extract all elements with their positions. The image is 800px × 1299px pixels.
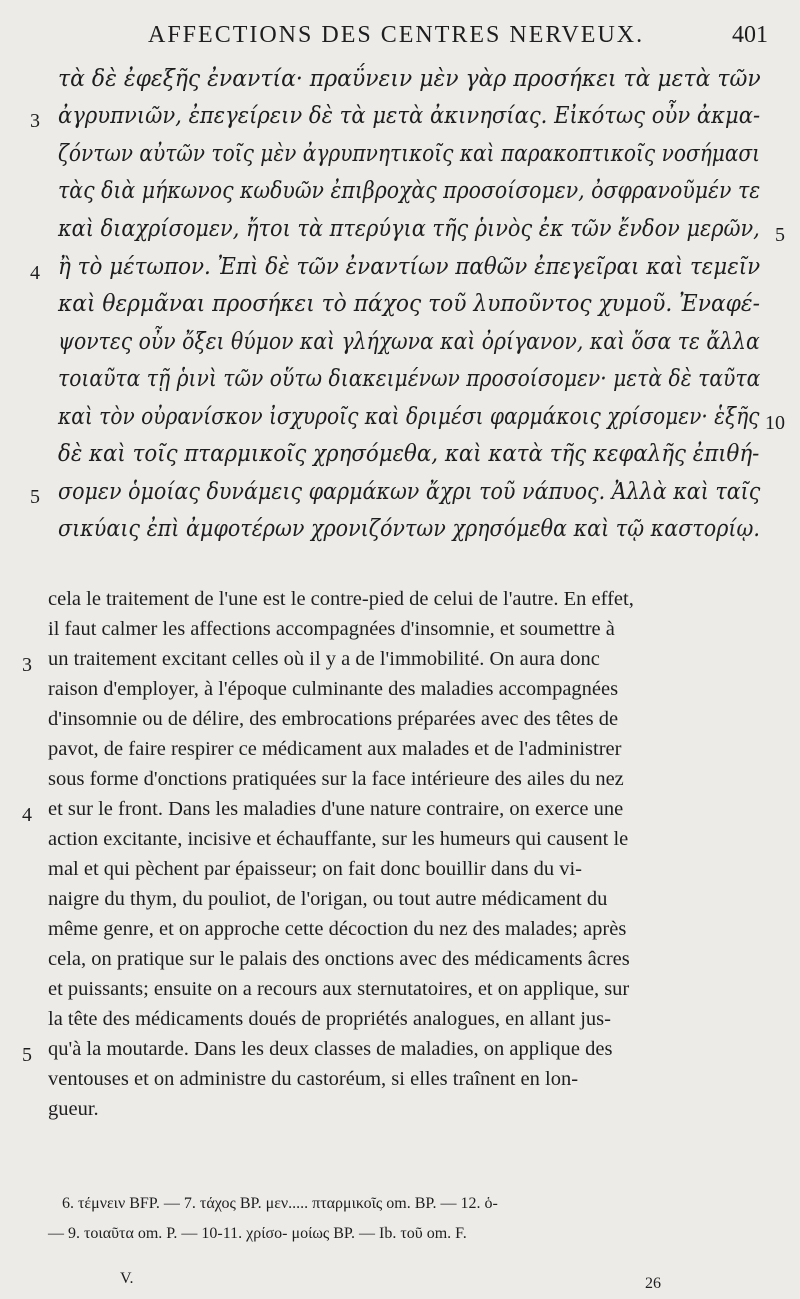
french-line: il faut calmer les affections accompagnées d'insomnie, et soumettre à (48, 618, 615, 640)
greek-line: σικύαις ἐπὶ ἀμφοτέρων χρονιζόντων χρησόμεθα καὶ τῷ καστορίῳ. (58, 516, 760, 542)
french-line: cela, on pratique sur le palais des onctions avec des médicaments âcres (48, 948, 630, 970)
footnote-line: 6. τέμνειν BFP. — 7. τάχος BP. μεν..... πταρμικοῖς om. BP. — 12. ὁ- (62, 1195, 498, 1212)
greek-line: καὶ διαχρίσομεν, ἤτοι τὰ πτερύγια τῆς ῥινὸς ἐκ τῶν ἔνδον μερῶν, (58, 216, 760, 242)
french-line: et puissants; ensuite on a recours aux sternutatoires, et on applique, sur (48, 978, 630, 1000)
french-line: mal et qui pèchent par épaisseur; on fait donc bouillir dans du vi- (48, 858, 582, 880)
greek-line: τὰς διὰ μήκωνος κωδυῶν ἐπιβροχὰς προσοίσομεν, ὀσφρανοῦμέν τε (58, 178, 761, 204)
greek-line: τὰ δὲ ἐφεξῆς ἐναντία· πραΰνειν μὲν γὰρ προσήκει τὰ μετὰ τῶν (58, 66, 761, 92)
greek-line-number: 5 (775, 224, 785, 246)
french-line: cela le traitement de l'une est le contre-pied de celui de l'autre. En effet, (48, 588, 634, 610)
greek-line: ψοντες οὖν ὄξει θύμον καὶ γλήχωνα καὶ ὀρίγανον, καὶ ὅσα τε ἄλλα (58, 329, 760, 355)
french-section-number: 3 (22, 654, 32, 676)
footnote-line: — 9. τοιαῦτα om. P. — 10-11. χρίσο- μοίως BP. — Ib. τοῦ om. F. (48, 1225, 467, 1242)
greek-line: καὶ τὸν οὐρανίσκον ἰσχυροῖς καὶ δριμέσι φαρμάκοις χρίσομεν· ἑξῆς (58, 404, 760, 430)
french-line: ventouses et on administre du castoréum, si elles traînent en lon- (48, 1068, 579, 1090)
french-section-number: 5 (22, 1044, 32, 1066)
french-line: gueur. (48, 1098, 99, 1120)
page-header (148, 22, 768, 56)
french-line: action excitante, incisive et échauffante, sur les humeurs qui causent le (48, 828, 629, 850)
sheet-number: 26 (645, 1275, 661, 1292)
french-line: d'insomnie ou de délire, des embrocations préparées avec des têtes de (48, 708, 619, 730)
page-number: 401 (732, 22, 768, 48)
greek-line: σομεν ὁμοίας δυνάμεις φαρμάκων ἄχρι τοῦ νάπυος. Ἀλλὰ καὶ ταῖς (58, 479, 761, 505)
french-line: même genre, et on approche cette décoction du nez des malades; après (48, 918, 627, 940)
french-section-number: 4 (22, 804, 32, 826)
french-line: la tête des médicaments doués de propriétés analogues, en allant jus- (48, 1008, 611, 1030)
greek-section-number: 3 (30, 110, 40, 132)
french-line: un traitement excitant celles où il y a de l'immobilité. On aura donc (48, 648, 600, 670)
french-line: pavot, de faire respirer ce médicament aux malades et de l'administrer (48, 738, 622, 760)
greek-section-number: 5 (30, 486, 40, 508)
greek-line: δὲ καὶ τοῖς πταρμικοῖς χρησόμεθα, καὶ κατὰ τῆς κεφαλῆς ἐπιθή- (58, 441, 760, 467)
french-line: raison d'employer, à l'époque culminante des maladies accompagnées (48, 678, 619, 700)
signature-mark: V. (120, 1270, 134, 1287)
french-line: qu'à la moutarde. Dans les deux classes de maladies, on applique des (48, 1038, 613, 1060)
french-line: et sur le front. Dans les maladies d'une nature contraire, on exerce une (48, 798, 624, 820)
greek-line: ἀγρυπνιῶν, ἐπεγείρειν δὲ τὰ μετὰ ἀκινησίας. Εἰκότως οὖν ἀκμα- (58, 103, 761, 129)
greek-line: τοιαῦτα τῇ ῥινὶ τῶν οὕτω διακειμένων προσοίσομεν· μετὰ δὲ ταῦτα (58, 366, 761, 392)
greek-section-number: 4 (30, 262, 40, 284)
running-title: AFFECTIONS DES CENTRES NERVEUX. (148, 22, 645, 48)
greek-line: ζόντων αὐτῶν τοῖς μὲν ἀγρυπνητικοῖς καὶ παρακοπτικοῖς νοσήμασι (58, 141, 761, 167)
french-line: naigre du thym, du pouliot, de l'origan, ou tout autre médicament du (48, 888, 608, 910)
greek-line-number: 10 (765, 412, 785, 434)
greek-line: ἢ τὸ μέτωπον. Ἐπὶ δὲ τῶν ἐναντίων παθῶν ἐπεγεῖραι καὶ τεμεῖν (58, 254, 761, 280)
greek-line: καὶ θερμᾶναι προσήκει τὸ πάχος τοῦ λυποῦντος χυμοῦ. Ἐναφέ- (58, 291, 760, 317)
french-line: sous forme d'onctions pratiquées sur la face intérieure des ailes du nez (48, 768, 624, 790)
